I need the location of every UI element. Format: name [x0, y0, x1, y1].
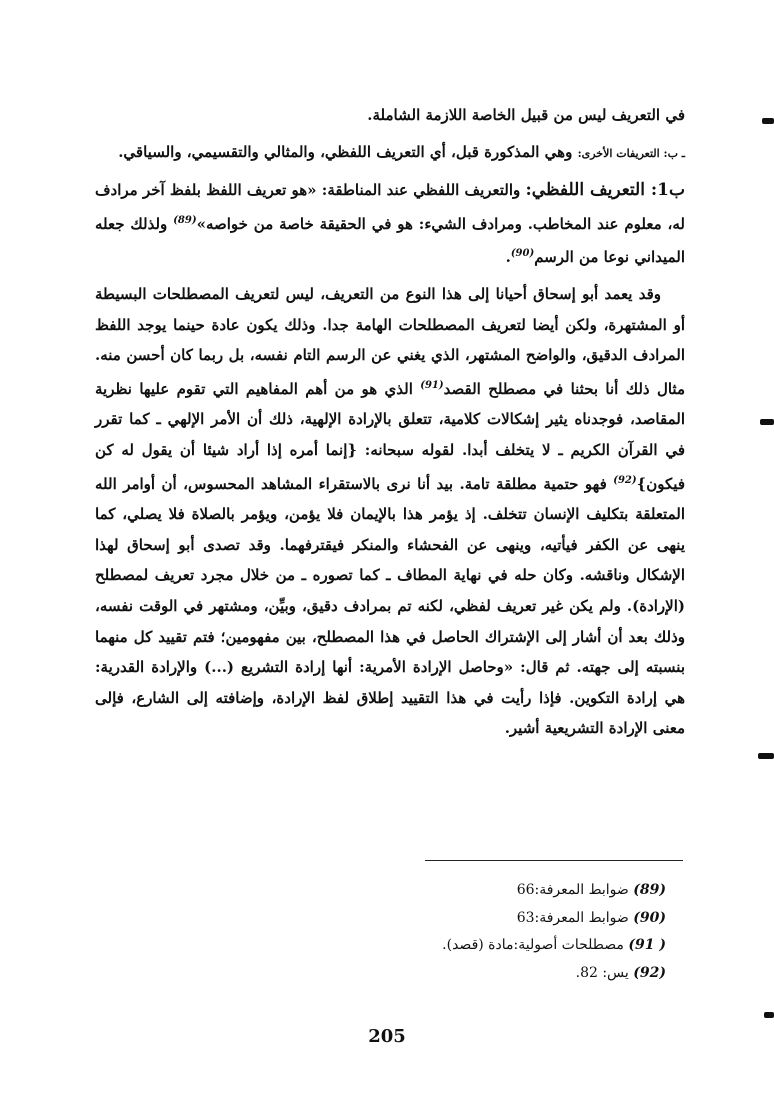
footnote-text: مصطلحات أصولية:مادة (قصد). — [442, 937, 629, 953]
footnote-number: ( 91) — [628, 937, 666, 953]
footnote-item — [366, 932, 666, 960]
main-text — [95, 100, 685, 744]
scan-edge-mark — [760, 419, 774, 425]
page-number: 205 — [368, 1026, 406, 1047]
paragraph-text: الذي هو من أهم المفاهيم التي تقوم عليها نظرية المقاصد، فوجدناه يثير إشكالات كلامية، تتعلق بالإرادة الإلهية، ذلك أن الأمر الإلهي ـ كما تقرر في القرآن الكريم ـ لا يتخلف أبدا. لقوله سبحانه: {إنما أمره إذا أراد شيئا أن يقول له كن فيكون} — [95, 379, 685, 493]
footnote-divider — [425, 860, 683, 861]
paragraph-3 — [95, 175, 685, 273]
paragraph-text: ولذلك جعله الميداني نوعا من الرسم — [95, 214, 685, 267]
footnotes — [366, 877, 666, 987]
section-heading-verbal-definition: ب1: التعريف اللفظي: — [525, 180, 686, 201]
footnote-ref: (92) — [613, 474, 637, 486]
paragraph-text: والتعريف اللفظي عند المناطقة: «هو تعريف اللفظ بلفظ آخر مرادف له، معلوم عند المخاطب. ومرادف الشيء: هو في الحقيقة خاصة من خواصه» — [95, 181, 685, 233]
footnote-item — [366, 877, 666, 905]
scan-edge-mark — [762, 118, 774, 124]
paragraph-4 — [95, 279, 685, 744]
paragraph-text: . — [505, 248, 511, 267]
footnote-number: (89) — [633, 882, 666, 898]
footnote-ref: (91) — [420, 379, 444, 391]
footnote-number: (90) — [633, 909, 666, 926]
footnote-text: ضوابط المعرفة:66 — [516, 882, 634, 898]
paragraph-text: وقد يعمد أبو إسحاق أحيانا إلى هذا النوع من التعريف، ليس لتعريف المصطلحات البسيطة أو المشتهرة، ولكن أيضا لتعريف المصطلحات الهامة جدا. وذلك يكون عادة حينما يوجد اللفظ المرادف الدقيق، والواضح المشتهر، الذي يغني عن الرسم التام نفسه، بل ربما كان أحسن منه. مثال ذلك أنا بحثنا في مصطلح القصد — [95, 284, 685, 398]
footnote-item — [366, 905, 666, 933]
paragraph-2 — [95, 137, 685, 170]
paragraph-text: فهو حتمية مطلقة تامة. بيد أنا نرى بالاستقراء المشاهد المحسوس، أن أوامر الله المتعلقة بتكليف الإنسان تتخلف. إذ يؤمر هذا بالإيمان فلا يؤمن، ويؤمر بالصلاة فلا يصلي، كما ينهى عن الكفر فيأتيه، وينهى عن الفحشاء والمنكر فيقترفهما. وقد تصدى أبو إسحاق لهذا الإشكال وناقشه. وكان حله في نهاية المطاف ـ كما تصوره ـ من خلال مجرد تعريف لمصطلح (الإرادة). ولم يكن غير تعريف لفظي، لكنه تم بمرادف دقيق، وبيِّن، ومشتهر في الوقت نفسه، وذلك بعد أن أشار إلى الإشتراك الحاصل في هذا المصطلح، بين مفهومين؛ فتم تقييد كل منهما بنسبته إلى جهته. ثم قال: «وحاصل الإرادة الأمرية: أنها إرادة التشريع (...) والإرادة القدرية: هي إرادة التكوين. فإذا رأيت في هذا التقييد إطلاق لفظ الإرادة، وإضافته إلى الشارع، فإلى معنى الإرادة التشريعية أشير. — [95, 474, 685, 738]
section-heading-other-definitions: ـ ب: التعريفات الأخرى: — [577, 146, 685, 160]
footnote-ref: (89) — [173, 214, 197, 226]
scan-edge-mark — [758, 753, 774, 759]
footnote-text: ضوابط المعرفة:63 — [516, 909, 634, 926]
footnote-item — [366, 960, 666, 988]
paragraph-text: وهي المذكورة قبل، أي التعريف اللفظي، والمثالي والتقسيمي، والسياقي. — [118, 142, 578, 161]
scan-edge-mark — [764, 1012, 774, 1018]
footnote-text: يس: 82. — [575, 964, 634, 981]
footnote-ref: (90) — [510, 248, 535, 260]
paragraph-1 — [95, 100, 685, 131]
footnote-number: (92) — [633, 964, 666, 981]
paragraph-text: في التعريف ليس من قبيل الخاصة اللازمة الشاملة. — [367, 106, 685, 124]
